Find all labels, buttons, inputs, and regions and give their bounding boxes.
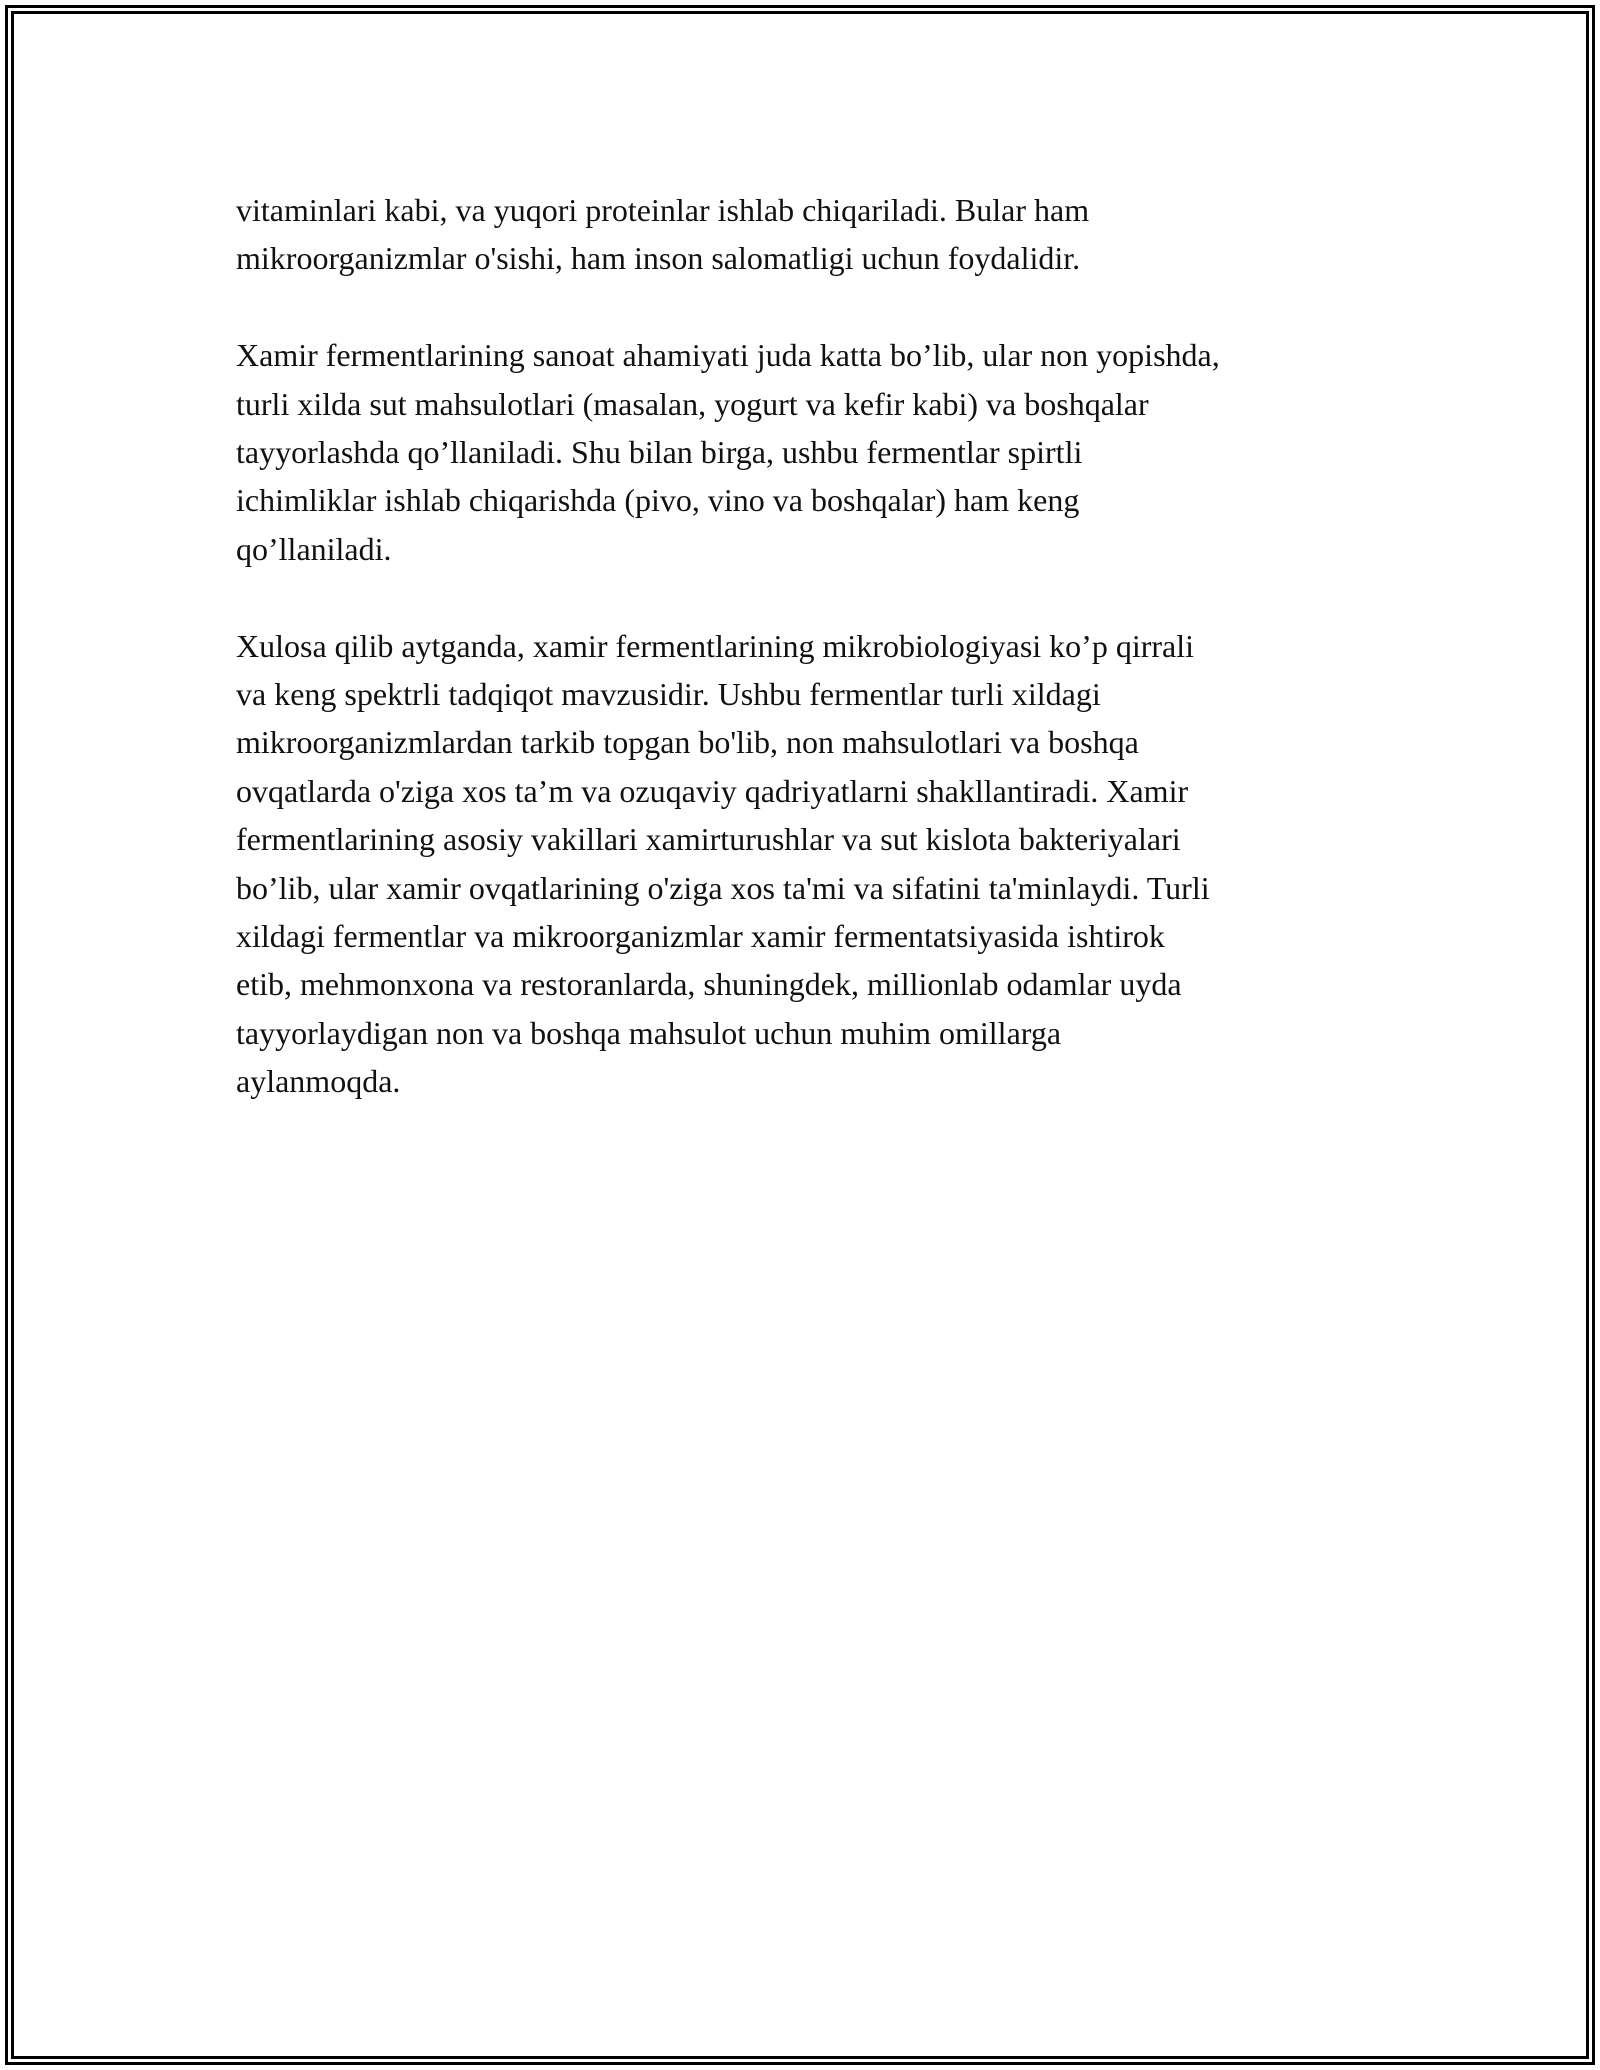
text-line: mikroorganizmlar o'sishi, ham inson salomatligi uchun foydalidir.: [236, 240, 1081, 277]
paragraph-1: [236, 186, 1376, 283]
text-line: turli xilda sut mahsulotlari (masalan, yogurt va kefir kabi) va boshqalar: [236, 385, 1149, 422]
text-line: vitaminlari kabi, va yuqori proteinlar ishlab chiqariladi. Bular ham: [236, 192, 1090, 228]
text-line: xildagi fermentlar va mikroorganizmlar xamir fermentatsiyasida ishtirok: [236, 918, 1165, 955]
text-line: qo’llaniladi.: [236, 530, 392, 567]
text-line: Xulosa qilib aytganda, xamir fermentlarining mikrobiologiyasi ko’p qirrali: [236, 627, 1194, 664]
text-line: Xamir fermentlarining sanoat ahamiyati juda katta bo’lib, ular non yopishda,: [236, 337, 1220, 374]
text-line: ovqatlarda o'ziga xos ta’m va ozuqaviy qadriyatlarni shakllantiradi. Xamir: [236, 772, 1189, 809]
text-line: tayyorlaydigan non va boshqa mahsulot uchun muhim omillarga: [236, 1014, 1062, 1051]
text-line: aylanmoqda.: [236, 1063, 401, 1100]
document-body: [236, 186, 1376, 1154]
paragraph-3: [236, 622, 1376, 1106]
text-line: mikroorganizmlardan tarkib topgan bo'lib, non mahsulotlari va boshqa: [236, 724, 1139, 761]
text-line: tayyorlashda qo’llaniladi. Shu bilan birga, ushbu fermentlar spirtli: [236, 434, 1083, 471]
text-line: fermentlarining asosiy vakillari xamirturushlar va sut kislota bakteriyalari: [236, 821, 1181, 858]
text-line: ichimliklar ishlab chiqarishda (pivo, vino va boshqalar) ham keng: [236, 482, 1080, 519]
text-line: va keng spektrli tadqiqot mavzusidir. Ushbu fermentlar turli xildagi: [236, 676, 1101, 713]
paragraph-2: [236, 331, 1376, 573]
text-line: bo’lib, ular xamir ovqatlarining o'ziga xos ta'mi va sifatini ta'minlaydi. Turli: [236, 869, 1210, 906]
text-line: etib, mehmonxona va restoranlarda, shuningdek, millionlab odamlar uyda: [236, 966, 1182, 1003]
